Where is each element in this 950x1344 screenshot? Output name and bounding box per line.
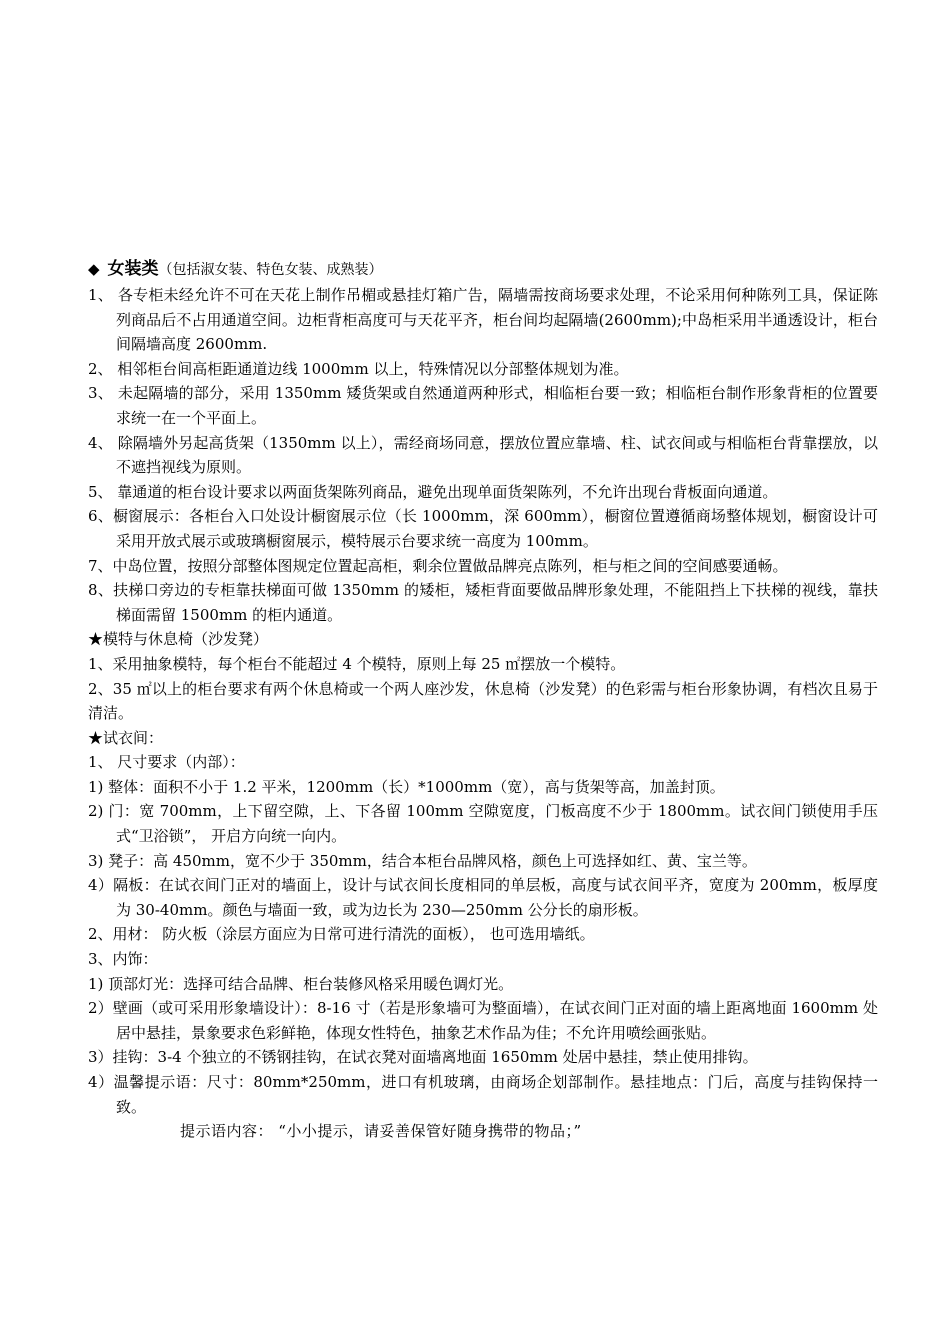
- clause-4: 4、 除隔墙外另起高货架（1350mm 以上），需经商场同意，摆放位置应靠墙、柱、试衣间或与相临柜台背靠摆放，以不遮挡视线为原则。: [88, 433, 878, 477]
- interior-reminder-sign: 4）温馨提示语：尺寸：80mm*250mm，进口有机玻璃，由商场企划部制作。悬挂地点：门后，高度与挂钩保持一致。: [88, 1073, 878, 1116]
- fitting-room-shelf: 4）隔板：在试衣间门正对的墙面上，设计与试衣间长度相同的单层板，高度与试衣间平齐，宽度为 200mm，板厚度为 30-40mm。颜色与墙面一致，或为边长为 230—250mm 公分长的扇形板。: [88, 876, 878, 919]
- fitting-room-interior-heading: 3、内饰：: [88, 950, 158, 969]
- interior-mural: 2）壁画（或可采用形象墙设计）：8-16 寸（若是形象墙可为整面墙），在试衣间门正对面的墙上距离地面 1600mm 处居中悬挂，景象要求色彩鲜艳，体现女性特色，抽象艺术作品为佳；不允许用喷绘画张贴。: [88, 999, 878, 1042]
- subheading-fitting-room: ★试衣间：: [88, 728, 164, 747]
- clause-8-escalator: 8、扶梯口旁边的专柜靠扶梯面可做 1350mm 的矮柜，矮柜背面要做品牌形象处理，不能阻挡上下扶梯的视线，靠扶梯面需留 1500mm 的柜内通道。: [88, 581, 878, 624]
- clause-6-window-display: 6、橱窗展示：各柜台入口处设计橱窗展示位（长 1000mm，深 600mm），橱窗位置遵循商场整体规划，橱窗设计可采用开放式展示或玻璃橱窗展示，模特展示台要求统一高度为 100mm。: [88, 507, 878, 550]
- fitting-room-overall: 1) 整体：面积不小于 1.2 平米，1200mm（长）*1000mm（宽），高与货架等高，加盖封顶。: [88, 777, 725, 796]
- diamond-bullet-icon: ◆: [88, 260, 100, 278]
- models-clause-2: 2、35 ㎡以上的柜台要求有两个休息椅或一个两人座沙发，休息椅（沙发凳）的色彩需与柜台形象协调，有档次且易于清洁。: [88, 679, 878, 723]
- models-clause-1: 1、采用抽象模特，每个柜台不能超过 4 个模特，原则上每 25 ㎡摆放一个模特。: [88, 654, 626, 673]
- clause-1: 1、 各专柜未经允许不可在天花上制作吊楣或悬挂灯箱广告，隔墙需按商场要求处理，不论采用何种陈列工具，保证陈列商品后不占用通道空间。边柜背柜高度可与天花平齐，柜台间均起隔墙(2600mm);中岛柜采用半通透设计，柜台间隔墙高度 2600mm.: [88, 286, 878, 354]
- section-subtitle: （包括淑女装、特色女装、成熟装）: [158, 262, 383, 278]
- clause-5: 5、 靠通道的柜台设计要求以两面货架陈列商品，避免出现单面货架陈列，不允许出现台背板面向通道。: [88, 482, 778, 501]
- interior-hooks: 3）挂钩：3-4 个独立的不锈钢挂钩，在试衣凳对面墙离地面 1650mm 处居中悬挂，禁止使用排钩。: [88, 1048, 758, 1067]
- clause-3: 3、 未起隔墙的部分，采用 1350mm 矮货架或自然通道两种形式，相临柜台要一致；相临柜台制作形象背柜的位置要求统一在一个平面上。: [88, 384, 878, 427]
- section-title: 女装类: [107, 259, 159, 279]
- reminder-text: 提示语内容： “小小提示，请妥善保管好随身携带的物品；”: [180, 1122, 582, 1141]
- fitting-room-size-heading: 1、 尺寸要求（内部）：: [88, 753, 245, 772]
- fitting-room-material: 2、用材： 防火板（涂层方面应为日常可进行清洗的面板）， 也可选用墙纸。: [88, 925, 595, 944]
- clause-7-island-position: 7、中岛位置，按照分部整体图规定位置起高柜，剩余位置做品牌亮点陈列，柜与柜之间的空间感要通畅。: [88, 556, 788, 575]
- document-body: [88, 256, 878, 1144]
- fitting-room-stool: 3) 凳子：高 450mm，宽不少于 350mm，结合本柜台品牌风格，颜色上可选择如红、黄、宝兰等。: [88, 851, 757, 870]
- section-heading: [88, 256, 878, 283]
- subheading-models-seating: ★模特与休息椅（沙发凳）: [88, 630, 269, 649]
- clause-2: 2、 相邻柜台间高柜距通道边线 1000mm 以上，特殊情况以分部整体规划为准。: [88, 359, 629, 378]
- fitting-room-door: 2) 门：宽 700mm，上下留空隙，上、下各留 100mm 空隙宽度，门板高度不少于 1800mm。试衣间门锁使用手压式“卫浴锁”， 开启方向统一向内。: [88, 802, 878, 846]
- interior-lighting: 1) 顶部灯光：选择可结合品牌、柜台装修风格采用暖色调灯光。: [88, 974, 514, 993]
